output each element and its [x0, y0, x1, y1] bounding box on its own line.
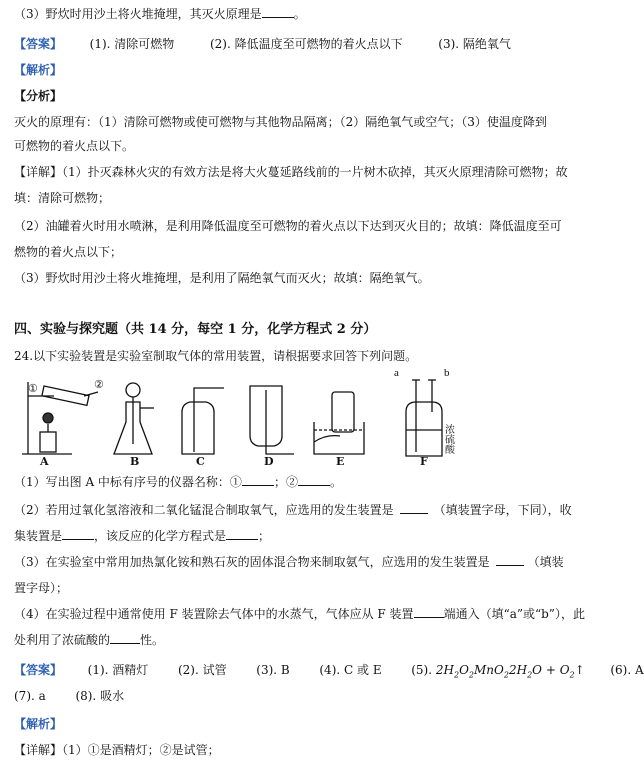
answer-item: (4). C 或 E	[319, 663, 382, 677]
detail-text: 【详解】（1）①是酒精灯；②是试管；	[14, 743, 220, 757]
label-e: E	[336, 455, 345, 468]
text: （1）写出图 A 中标有序号的仪器名称：①	[14, 475, 242, 489]
answer-blank	[298, 485, 330, 486]
question-24-4	[14, 606, 585, 622]
analysis-tag: 【解析】	[14, 63, 63, 77]
answer-blank	[496, 565, 524, 566]
question-24-1	[14, 474, 342, 490]
detail-text: 燃物的着火点以下；	[14, 245, 123, 259]
text: （填装置字母，下同），收	[433, 503, 572, 517]
port-a: a	[394, 367, 399, 379]
mark-1: ①	[28, 383, 38, 395]
answer-item: (1). 清除可燃物	[89, 37, 175, 51]
text: 处利用了浓硫酸的	[14, 633, 111, 647]
answer-blank	[110, 643, 140, 644]
text: 集装置是	[14, 529, 63, 543]
eq-part: O	[459, 663, 469, 677]
text: ；②	[273, 475, 298, 489]
eq-sub: 2	[527, 670, 533, 680]
answer-blank	[262, 17, 294, 18]
answer-blank	[242, 485, 274, 486]
answer-item: (5).	[411, 663, 433, 677]
detail-text: 【详解】（1）扑灭森林火灾的有效方法是将大火蔓延路线前的一片树木砍掉，其灭火原理清除可燃物；故	[14, 165, 568, 179]
question-24-2	[14, 502, 572, 518]
eq-part: O + O	[532, 663, 570, 677]
answer-item: (8). 吸水	[75, 689, 125, 703]
label-a: A	[40, 455, 49, 468]
text: （2）若用过氧化氢溶液和二氧化锰混合制取氧气，应选用的发生装置是	[14, 503, 394, 517]
answer-item: (6). A	[610, 663, 644, 677]
gas-arrow: ↑	[574, 663, 585, 677]
detail-text: （2）油罐着火时用水喷淋，是利用降低温度至可燃物的着火点以下达到灭火目的；故填：降低温度至可	[14, 219, 562, 233]
analysis-tag: 【解析】	[14, 717, 63, 731]
label-d: D	[264, 455, 274, 468]
answer-item: (1). 酒精灯	[87, 663, 149, 677]
detail-text: 填：清除可燃物；	[14, 191, 111, 205]
fenxi-tag: 【分析】	[14, 89, 63, 103]
text: 端通入（填“a”或“b”），此	[443, 607, 585, 621]
text: ；	[258, 529, 271, 543]
question-3-line	[14, 6, 306, 22]
label-f: F	[420, 455, 428, 468]
question-24-2b	[14, 528, 270, 544]
text: （填装	[527, 555, 564, 569]
apparatus-f	[406, 380, 442, 456]
answer-item: (2). 试管	[177, 663, 227, 677]
section-heading: 四、实验与探究题（共 14 分，每空 1 分，化学方程式 2 分）	[14, 322, 377, 337]
answer-line-2b	[14, 688, 124, 704]
fenxi-text: 灭火的原理有：（1）清除可燃物或使可燃物与其他物品隔离；（2）隔绝氧气或空气；（3）使温度降到	[14, 115, 547, 129]
answer-tag: 【答案】	[14, 663, 63, 677]
label-c: C	[196, 455, 205, 468]
answer-item: (3). 隔绝氧气	[438, 37, 511, 51]
eq-sub: 2	[453, 670, 460, 680]
question-24: 24.以下实验装置是实验室制取气体的常用装置，请根据要求回答下列问题。	[14, 349, 418, 363]
answer-line-1	[14, 36, 511, 52]
eq-sub: 2	[468, 670, 475, 680]
detail-text: （3）野炊时用沙土将火堆掩埋，是利用了隔绝氧气而灭火；故填：隔绝氧气。	[14, 271, 430, 285]
eq-catalyst: MnO	[474, 663, 504, 677]
answer-item: (7). a	[14, 689, 46, 703]
text: 性。	[140, 633, 165, 647]
question-3-end: 。	[293, 7, 306, 21]
port-b: b	[444, 367, 450, 379]
answer-item: (3). B	[256, 663, 290, 677]
fenxi-text: 可燃物的着火点以下。	[14, 139, 135, 153]
text: （3）在实验室中常用加热氯化铵和熟石灰的固体混合物来制取氨气，应选用的发生装置是	[14, 555, 490, 569]
answer-blank	[400, 513, 428, 514]
label-b: B	[130, 455, 140, 468]
answer-blank	[62, 539, 94, 540]
acid-label: 浓硫酸	[442, 424, 454, 454]
eq-part: 2H	[508, 663, 528, 677]
question-24-3b: 置字母）；	[14, 581, 69, 595]
apparatus-figure	[14, 367, 554, 462]
question-3-text: （3）野炊时用沙土将火堆掩埋，其灭火原理是	[14, 7, 262, 21]
answer-blank	[414, 617, 444, 618]
eq-sub: 2	[503, 670, 509, 680]
question-24-3	[14, 554, 564, 570]
apparatus-b	[114, 383, 154, 454]
question-24-4b	[14, 632, 164, 648]
apparatus-c	[182, 388, 224, 454]
answer-blank	[226, 539, 258, 540]
text: 。	[329, 475, 342, 489]
equation	[435, 663, 585, 680]
apparatus-e	[314, 392, 364, 454]
answer-line-2	[14, 662, 644, 683]
text: （4）在实验过程中通常使用 F 装置除去气体中的水蒸气，气体应从 F 装置	[14, 607, 414, 621]
eq-part: 2H	[435, 663, 454, 677]
answer-tag: 【答案】	[14, 37, 63, 51]
answer-item: (2). 降低温度至可燃物的着火点以下	[209, 37, 403, 51]
text: ，该反应的化学方程式是	[94, 529, 227, 543]
apparatus-d	[250, 386, 294, 454]
eq-sub: 2	[569, 670, 575, 680]
mark-2: ②	[94, 379, 104, 391]
